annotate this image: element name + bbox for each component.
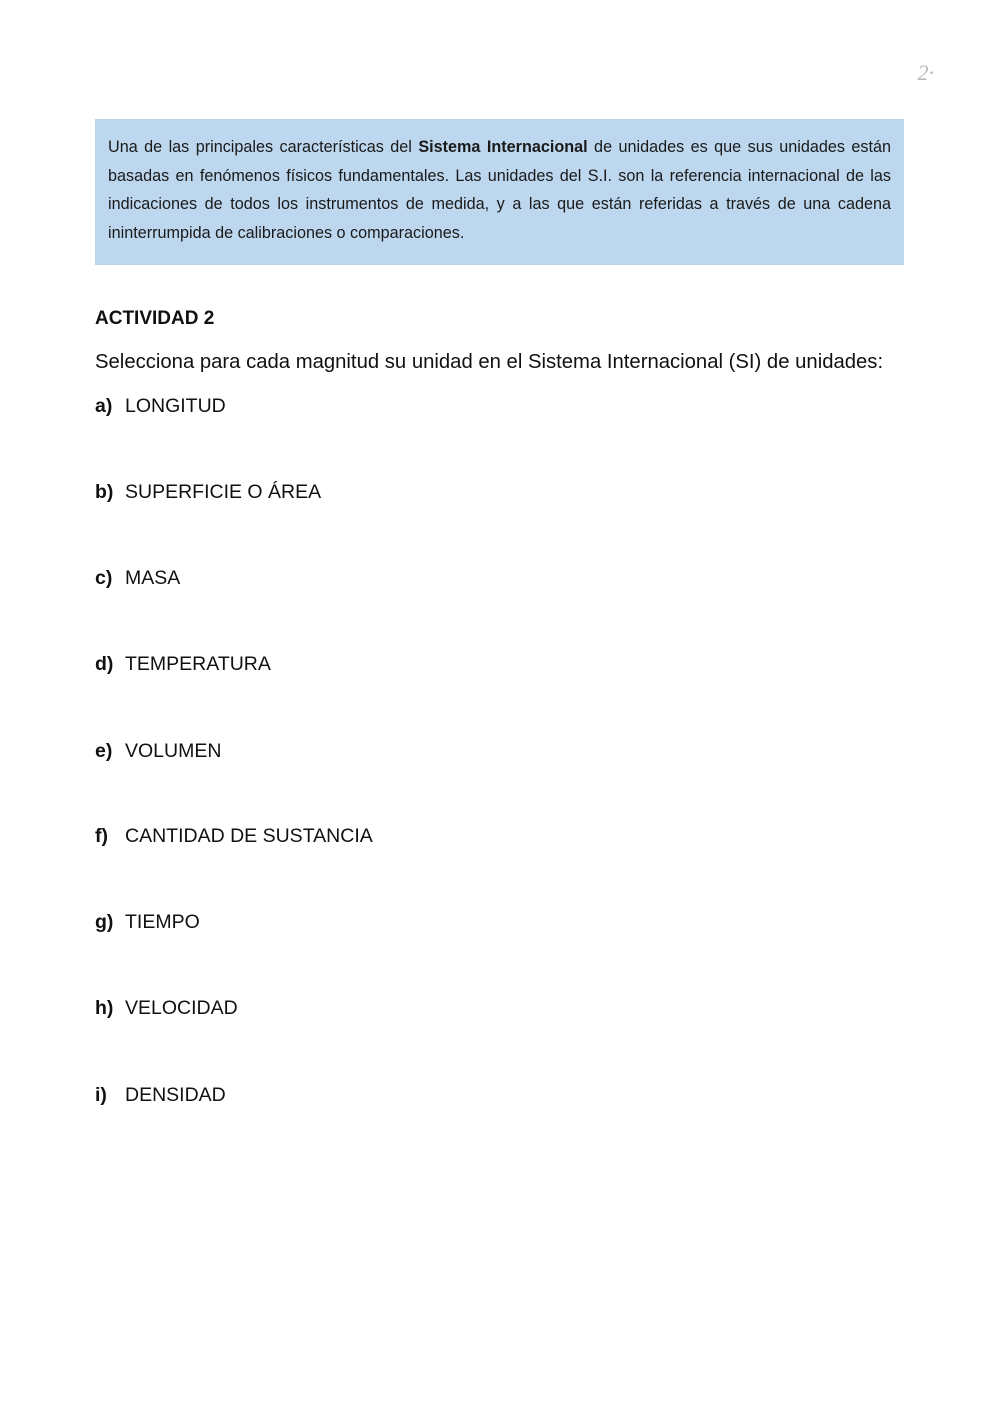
- item-letter: d): [95, 653, 114, 675]
- item-letter: e): [95, 740, 113, 762]
- list-item: [95, 997, 238, 1020]
- list-item: [95, 481, 321, 504]
- item-text: VELOCIDAD: [125, 997, 238, 1019]
- item-text: LONGITUD: [125, 395, 226, 417]
- info-text-start: Una de las principales características del: [108, 138, 419, 156]
- item-text: CANTIDAD DE SUSTANCIA: [125, 825, 373, 847]
- item-letter: h): [95, 997, 114, 1019]
- list-item: [95, 740, 221, 763]
- item-letter: g): [95, 911, 114, 933]
- info-text: [108, 133, 891, 247]
- item-text: SUPERFICIE O ÁREA: [125, 481, 322, 503]
- item-text: DENSIDAD: [125, 1084, 226, 1106]
- item-letter: b): [95, 481, 114, 503]
- list-item: [95, 653, 271, 676]
- list-item: [95, 567, 180, 590]
- list-item: [95, 911, 200, 934]
- list-item: [95, 395, 226, 418]
- item-letter: i): [95, 1084, 107, 1106]
- item-text: VOLUMEN: [125, 740, 222, 762]
- item-letter: f): [95, 825, 108, 847]
- list-item: [95, 1084, 226, 1107]
- page-number: 2·: [917, 60, 934, 85]
- activity-instruction: Selecciona para cada magnitud su unidad en el Sistema Internacional (SI) de unidades:: [95, 351, 884, 373]
- info-text-end: de unidades es que sus unidades están basadas en fenómenos físicos fundamentales. Las unidades del S.I. son la referencia internacional de las indicaciones de todos los instrumentos de medida, y a las que están referidas a través de una cadena ininterrumpida de calibraciones o comparaciones.: [108, 138, 891, 242]
- info-text-bold: Sistema Internacional: [418, 138, 588, 156]
- item-text: TIEMPO: [125, 911, 200, 933]
- list-item: [95, 825, 373, 848]
- activity-title: ACTIVIDAD 2: [95, 308, 215, 329]
- item-letter: c): [95, 567, 113, 589]
- item-text: MASA: [125, 567, 181, 589]
- item-text: TEMPERATURA: [125, 653, 271, 675]
- item-letter: a): [95, 395, 113, 417]
- info-box: [95, 119, 904, 265]
